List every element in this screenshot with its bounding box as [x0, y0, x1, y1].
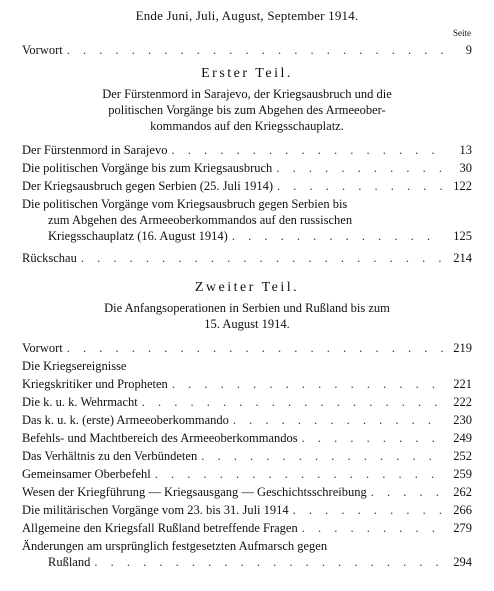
toc-entry-multiline[interactable]: Die politischen Vorgänge vom Kriegsausbruch gegen Serbien bis zum Abgehen des Armeeoberkommandos auf den russischen Kriegsschauplatz (16. August 1914) . . . 125: [22, 196, 472, 244]
entry-label: Vorwort: [22, 43, 63, 57]
entry-page: 122: [453, 179, 472, 193]
part2-description: Die Anfangsoperationen in Serbien und Rußland bis zum 15. August 1914.: [104, 301, 390, 331]
entry-page: 259: [453, 467, 472, 481]
entry-label: Allgemeine den Kriegsfall Rußland betreffende Fragen: [22, 521, 298, 535]
toc-entry[interactable]: [22, 160, 472, 176]
section-heading: Die Kriegsereignisse: [22, 359, 127, 373]
part1-description: Der Fürstenmord in Sarajevo, der Kriegsausbruch und die politischen Vorgänge bis zum Abgehen des Armeeober- kommandos auf den Kriegsschauplatz.: [102, 87, 392, 133]
entry-page: 221: [453, 377, 472, 391]
entry-page: 294: [453, 555, 472, 569]
entry-page: 262: [453, 485, 472, 499]
entry-label: Rückschau: [22, 251, 77, 265]
toc-entry[interactable]: [22, 430, 472, 446]
entry-page: 219: [453, 341, 472, 355]
entry-page: 214: [453, 251, 472, 265]
entry-page: 222: [453, 395, 472, 409]
entry-label: Vorwort: [22, 341, 63, 355]
entry-page: 249: [453, 431, 472, 445]
entry-label: Das k. u. k. (erste) Armeeoberkommando: [22, 413, 229, 427]
entry-label: Gemeinsamer Oberbefehl: [22, 467, 151, 481]
toc-entry[interactable]: [22, 466, 472, 482]
entry-label: Der Kriegsausbruch gegen Serbien (25. Juli 1914): [22, 179, 273, 193]
entry-label: Befehls- und Machtbereich des Armeeoberkommandos: [22, 431, 298, 445]
toc-entry-vorwort-2[interactable]: [22, 340, 472, 356]
entry-page: 30: [459, 161, 472, 175]
toc-entry[interactable]: [22, 178, 472, 194]
entry-page: 9: [465, 43, 472, 57]
toc-entry[interactable]: [22, 502, 472, 518]
entry-page: 266: [453, 503, 472, 517]
entry-page: 252: [453, 449, 472, 463]
part2-title: Zweiter Teil.: [194, 280, 300, 295]
toc-entry[interactable]: [22, 484, 472, 500]
entry-label: Kriegskritiker und Propheten: [22, 377, 168, 391]
toc-entry[interactable]: [22, 412, 472, 428]
entry-label: Der Fürstenmord in Sarajevo: [22, 143, 168, 157]
entry-label: Die k. u. k. Wehrmacht: [22, 395, 138, 409]
toc-entry-rueckschau[interactable]: [22, 250, 472, 266]
page-header: Ende Juni, Juli, August, September 1914.: [135, 8, 359, 23]
toc-entry[interactable]: [22, 142, 472, 158]
seite-label: Seite: [453, 28, 471, 38]
entry-page: 13: [459, 143, 472, 157]
part1-title: Erster Teil.: [201, 66, 293, 81]
entry-label: Die politischen Vorgänge bis zum Kriegsausbruch: [22, 161, 273, 175]
toc-entry[interactable]: [22, 448, 472, 464]
toc-entry[interactable]: [22, 394, 472, 410]
entry-label: Wesen der Kriegführung — Kriegsausgang — Geschichtsschreibung: [22, 485, 367, 499]
entry-page: 230: [453, 413, 472, 427]
entry-page: 125: [453, 229, 472, 243]
entry-label: Das Verhältnis zu den Verbündeten: [22, 449, 198, 463]
toc-entry[interactable]: [22, 376, 472, 392]
toc-entry-multiline[interactable]: Änderungen am ursprünglich festgesetzten Aufmarsch gegen Rußland . . . 294: [22, 538, 472, 570]
entry-page: 279: [453, 521, 472, 535]
toc-entry[interactable]: [22, 520, 472, 536]
entry-label: Die militärischen Vorgänge vom 23. bis 31. Juli 1914: [22, 503, 289, 517]
toc-entry-vorwort[interactable]: [22, 42, 472, 58]
